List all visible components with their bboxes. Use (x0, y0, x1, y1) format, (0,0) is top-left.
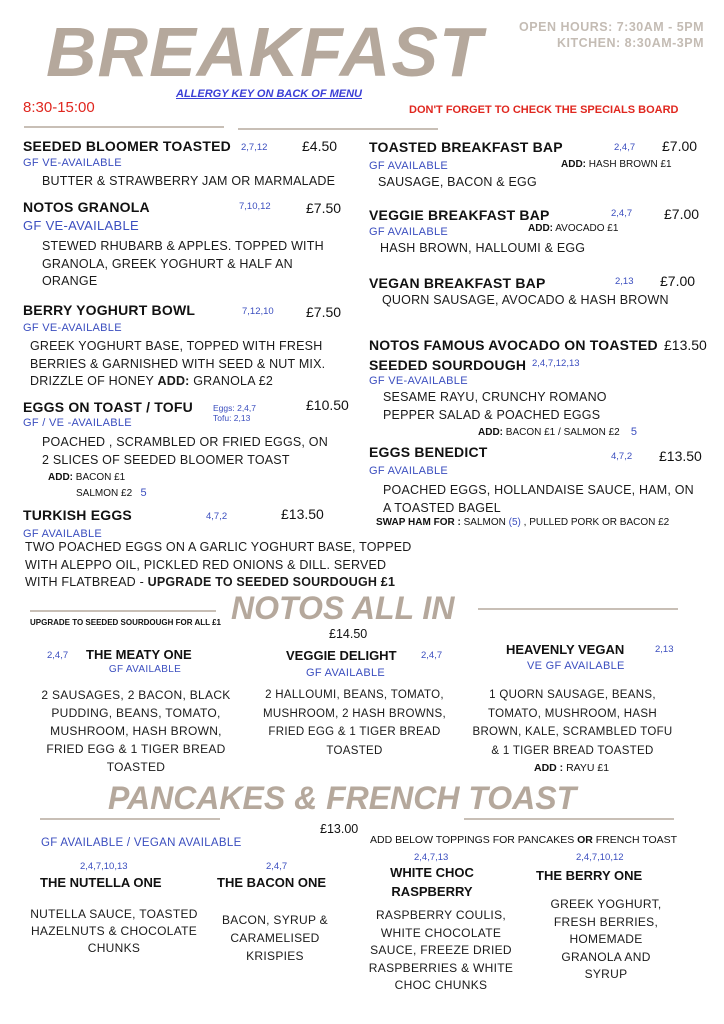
allergen-codes: 2,4,7,10,12 (576, 852, 624, 863)
open-hours-text: OPEN HOURS: 7:30AM - 5PM (519, 20, 704, 34)
specials-note: DON'T FORGET TO CHECK THE SPECIALS BOARD (409, 104, 679, 116)
add-salmon-text: SALMON £2 (76, 488, 133, 499)
add-ons (528, 223, 618, 234)
item-name-bacon-one: THE BACON ONE (217, 875, 327, 890)
allergy-key-link[interactable]: ALLERGY KEY ON BACK OF MENU (176, 88, 362, 100)
add-label: ADD: (48, 472, 73, 483)
diet-availability: GF VE-AVAILABLE (23, 218, 140, 233)
add-bacon: BACON £1 (75, 472, 126, 483)
price: £13.50 (281, 506, 324, 522)
price: £7.50 (306, 304, 342, 320)
add-label: ADD: (561, 159, 586, 170)
price: £4.50 (302, 138, 338, 154)
item-description: NUTELLA SAUCE, TOASTED HAZELNUTS & CHOCOLATE CHUNKS (30, 907, 198, 955)
diet-availability: VE GF AVAILABLE (527, 660, 625, 672)
item-name-seeded-bloomer: SEEDED BLOOMER TOASTED (23, 138, 231, 154)
add-ons (534, 762, 609, 774)
menu-title: BREAKFAST (46, 13, 483, 91)
allergen-codes: 2,13 (655, 644, 674, 655)
open-hours (519, 19, 704, 51)
diet-availability: GF AVAILABLE (23, 528, 103, 540)
allergen-codes-eggs: Eggs: 2,4,7 (213, 403, 257, 413)
section-title-all-in: NOTOS ALL IN (231, 590, 455, 626)
diet-availability: GF AVAILABLE / VEGAN AVAILABLE (41, 837, 242, 849)
allergen-codes: 2,4,7 (611, 208, 633, 219)
add-text: GRANOLA £2 (189, 374, 274, 388)
item-description: 1 QUORN SAUSAGE, BEANS, TOMATO, MUSHROOM, HASH BROWN, KALE, SCRAMBLED TOFU & 1 TIGER BREAD TOASTED (472, 689, 673, 757)
price: £13.50 (664, 337, 707, 353)
pancakes-price: £13.00 (320, 822, 359, 836)
divider-right-top (238, 128, 438, 130)
allergen-codes: 2,4,7 (266, 861, 288, 872)
diet-availability: GF AVAILABLE (369, 465, 449, 477)
salmon-code: 5 (630, 426, 637, 438)
item-name-heavenly-vegan: HEAVENLY VEGAN (506, 642, 625, 657)
section-title-pancakes: PANCAKES & FRENCH TOAST (108, 780, 577, 816)
allergen-codes: 4,7,2 (206, 511, 228, 522)
upgrade-note-all: UPGRADE TO SEEDED SOURDOUGH FOR ALL £1 (30, 618, 221, 627)
item-description: SESAME RAYU, CRUNCHY ROMANO PEPPER SALAD & POACHED EGGS (383, 390, 607, 422)
item-description: HASH BROWN, HALLOUMI & EGG (380, 241, 586, 255)
item-name-turkish-eggs: TURKISH EGGS (23, 507, 132, 523)
swap-code: (5) (508, 517, 521, 528)
diet-availability: GF AVAILABLE (369, 160, 449, 172)
diet-availability: GF AVAILABLE (369, 226, 449, 238)
add-ons (478, 426, 637, 438)
item-description: POACHED EGGS, HOLLANDAISE SAUCE, HAM, ON A TOASTED BAGEL (383, 483, 694, 515)
price: £7.50 (306, 200, 342, 216)
divider-pancakes-left (40, 818, 220, 820)
allergen-codes: 2,4,7 (614, 142, 636, 153)
toppings-note-b: FRENCH TOAST (592, 834, 678, 846)
add-label: ADD: (478, 427, 503, 438)
item-name-eggs-benedict: EGGS BENEDICT (369, 444, 488, 460)
diet-availability: GF VE-AVAILABLE (369, 375, 468, 387)
price: £7.00 (664, 206, 700, 222)
allergen-codes: 4,7,2 (611, 451, 633, 462)
swap-rest: , PULLED PORK OR BACON £2 (520, 517, 670, 528)
item-description: GREEK YOGHURT, FRESH BERRIES, HOMEMADE GRANOLA AND SYRUP (550, 897, 662, 981)
item-name-vegan-breakfast-bap: VEGAN BREAKFAST BAP (369, 275, 546, 291)
allergen-codes: 2,4,7 (421, 650, 443, 661)
allergen-codes: 2,4,7,10,13 (80, 861, 128, 872)
item-description: STEWED RHUBARB & APPLES. TOPPED WITH GRANOLA, GREEK YOGHURT & HALF AN ORANGE (42, 239, 324, 288)
add-text: AVOCADO £1 (553, 223, 619, 234)
add-label: ADD : (534, 762, 564, 774)
item-name-nutella-one: THE NUTELLA ONE (40, 875, 162, 890)
allergen-codes: 2,4,7,12,13 (532, 358, 580, 369)
add-text: HASH BROWN £1 (586, 159, 672, 170)
item-description: BUTTER & STRAWBERRY JAM OR MARMALADE (42, 174, 336, 188)
allergen-codes-tofu: Tofu: 2,13 (213, 413, 251, 423)
allergen-codes: 2,4,7 (47, 650, 69, 661)
desc-text: TWO POACHED EGGS ON A GARLIC YOGHURT BASE, TOPPED WITH ALEPPO OIL, PICKLED RED ONIONS & DILL. SERVED WITH FLATBREAD - (25, 540, 412, 589)
item-name-raspberry: RASPBERRY (391, 884, 473, 899)
item-name-berry-yoghurt-bowl: BERRY YOGHURT BOWL (23, 302, 196, 318)
item-description (30, 338, 360, 391)
item-description: 2 HALLOUMI, BEANS, TOMATO, MUSHROOM, 2 HASH BROWNS, FRIED EGG & 1 TIGER BREAD TOASTED (263, 689, 446, 757)
diet-availability: GF VE-AVAILABLE (23, 157, 122, 169)
kitchen-hours-text: KITCHEN: 8:30AM-3PM (556, 36, 704, 50)
swap-label: SWAP HAM FOR : (376, 517, 461, 528)
desc-text: GREEK YOGHURT BASE, TOPPED WITH FRESH BERRIES & GARNISHED WITH SEED & NUT MIX. DRIZZLE OF HONEY (30, 339, 326, 388)
toppings-note-or: OR (577, 834, 593, 846)
item-name-white-choc: WHITE CHOC (390, 865, 474, 880)
item-name-notos-granola: NOTOS GRANOLA (23, 199, 150, 215)
price: £10.50 (306, 397, 349, 413)
item-name-avocado-line2: SEEDED SOURDOUGH (369, 357, 527, 373)
add-label: ADD: (157, 374, 190, 388)
item-name-eggs-on-toast: EGGS ON TOAST / TOFU (23, 399, 193, 415)
item-description: RASPBERRY COULIS, WHITE CHOCOLATE SAUCE, FREEZE DRIED RASPBERRIES & WHITE CHOC CHUNKS (368, 908, 514, 992)
add-text: BACON £1 / SALMON £2 (503, 427, 620, 438)
serving-time: 8:30-15:00 (23, 99, 95, 116)
add-ons (48, 472, 125, 483)
swap-options (376, 517, 669, 528)
item-description: POACHED , SCRAMBLED OR FRIED EGGS, ON 2 SLICES OF SEEDED BLOOMER TOAST (42, 435, 328, 467)
diet-availability: GF / VE -AVAILABLE (23, 417, 132, 429)
item-name-avocado-on-toast: NOTOS FAMOUS AVOCADO ON TOASTED (369, 337, 658, 353)
toppings-note (370, 834, 677, 846)
item-description: BACON, SYRUP & CARAMELISED KRISPIES (221, 913, 328, 963)
item-name-berry-one: THE BERRY ONE (536, 868, 643, 883)
allergen-codes: 2,4,7,13 (414, 852, 449, 863)
all-in-price: £14.50 (329, 627, 368, 641)
price: £7.00 (660, 273, 696, 289)
item-description: SAUSAGE, BACON & EGG (378, 175, 537, 189)
divider-left-top (24, 126, 224, 128)
diet-availability: GF VE-AVAILABLE (23, 322, 122, 334)
item-name-meaty-one: THE MEATY ONE (86, 647, 192, 662)
allergen-codes: 7,10,12 (239, 201, 271, 212)
upgrade-note: UPGRADE TO SEEDED SOURDOUGH £1 (147, 575, 396, 589)
allergen-codes: 7,12,10 (242, 306, 274, 317)
divider-all-in-left (30, 610, 216, 612)
item-description: 2 SAUSAGES, 2 BACON, BLACK PUDDING, BEANS, TOMATO, MUSHROOM, HASH BROWN, FRIED EGG & 1 TIGER BREAD TOASTED (41, 688, 231, 774)
salmon-code: 5 (140, 487, 147, 499)
swap-salmon: SALMON (460, 517, 509, 528)
item-description (25, 539, 415, 592)
allergen-codes: 2,13 (615, 276, 634, 287)
add-label: ADD: (528, 223, 553, 234)
toppings-note-a: ADD BELOW TOPPINGS FOR PANCAKES (370, 834, 578, 846)
allergen-codes: 2,7,12 (241, 142, 268, 153)
price: £7.00 (662, 138, 698, 154)
item-description: QUORN SAUSAGE, AVOCADO & HASH BROWN (382, 293, 669, 307)
add-text: RAYU £1 (563, 762, 610, 774)
divider-pancakes-right (464, 818, 674, 820)
add-ons (561, 159, 672, 170)
item-name-toasted-breakfast-bap: TOASTED BREAKFAST BAP (369, 139, 563, 155)
diet-availability: GF AVAILABLE (108, 664, 182, 675)
item-name-veggie-delight: VEGGIE DELIGHT (286, 648, 397, 663)
add-salmon (76, 487, 147, 499)
diet-availability: GF AVAILABLE (306, 667, 386, 679)
item-name-veggie-breakfast-bap: VEGGIE BREAKFAST BAP (369, 207, 550, 223)
divider-all-in-right (478, 608, 678, 610)
price: £13.50 (659, 448, 702, 464)
